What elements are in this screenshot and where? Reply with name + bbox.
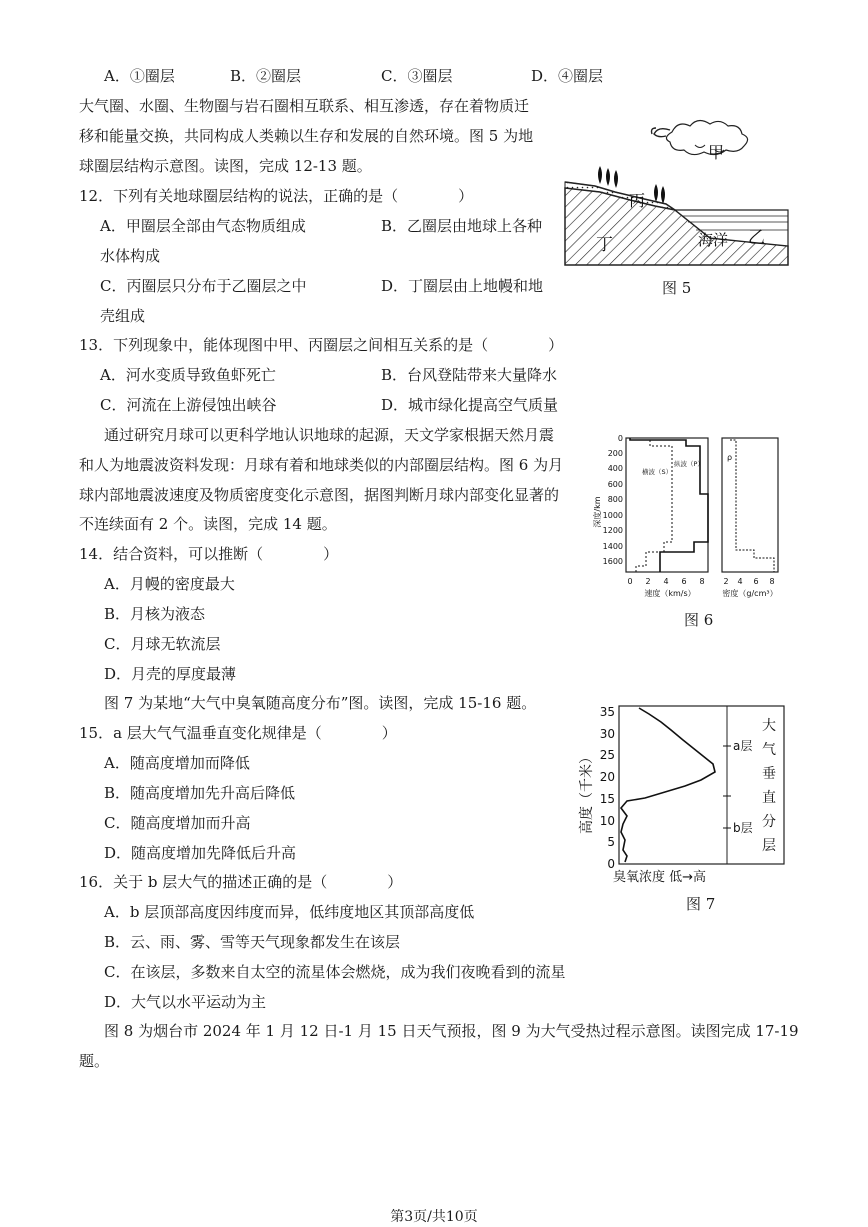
svg-text:600: 600 (607, 480, 623, 489)
intro-12-13-line3: 球圈层结构示意图。读图，完成 12-13 题。 (79, 157, 372, 175)
label-jia: 甲 (708, 143, 725, 162)
q13-stem: 13．下列现象中，能体现图中甲、丙圈层之间相互关系的是（ ） (79, 336, 564, 354)
svg-text:400: 400 (607, 464, 623, 473)
svg-text:1200: 1200 (602, 526, 623, 535)
intro-14-line1: 通过研究月球可以更科学地认识地球的起源，天文学家根据天然月震 (104, 426, 555, 444)
svg-text:30: 30 (599, 727, 615, 741)
q13-option-d: D．城市绿化提高空气质量 (381, 396, 559, 414)
svg-text:4: 4 (737, 577, 743, 586)
q13-option-b: B．台风登陆带来大量降水 (381, 366, 558, 384)
q14-option-b: B．月核为液态 (104, 605, 206, 623)
q11-option-c: C．③圈层 (381, 67, 453, 85)
q12-option-d: D．丁圈层由上地幔和地 (381, 277, 544, 295)
svg-text:25: 25 (599, 748, 615, 762)
svg-text:1600: 1600 (602, 557, 623, 566)
y-axis-ticks (600, 705, 615, 871)
svg-text:10: 10 (599, 814, 615, 828)
intro-17-19-line2: 题。 (79, 1052, 110, 1070)
q12-option-d-cont: 壳组成 (100, 307, 146, 325)
velocity-x-ticks (627, 577, 704, 586)
q16-option-c: C．在该层，多数来自太空的流星体会燃烧，成为我们夜晚看到的流星 (104, 963, 566, 981)
q11-option-b: B．②圈层 (230, 67, 302, 85)
q12-option-a: A．甲圈层全部由气态物质组成 (100, 217, 306, 235)
figure-7-ozone-altitude-chart (575, 700, 790, 888)
y-axis-label: 高度（千米） (579, 750, 595, 834)
label-ding: 丁 (596, 235, 613, 255)
svg-text:直: 直 (762, 790, 776, 806)
svg-text:分: 分 (762, 814, 776, 830)
side-title (762, 717, 776, 854)
svg-text:4: 4 (663, 577, 669, 586)
y-axis-label: 深度/km (593, 496, 602, 528)
figure-6-caption: 图 6 (684, 611, 714, 629)
q11-option-a: A．①圈层 (104, 67, 175, 85)
q13-option-c: C．河流在上游侵蚀出峡谷 (100, 396, 277, 414)
q13-option-a: A．河水变质导致鱼虾死亡 (100, 366, 276, 384)
q15-option-d: D．随高度增加先降低后升高 (104, 844, 297, 862)
intro-14-line4: 不连续面有 2 个。读图，完成 14 题。 (79, 515, 337, 533)
svg-text:15: 15 (599, 792, 615, 806)
q15-option-c: C．随高度增加而升高 (104, 814, 251, 832)
b-layer-label: b层 (733, 821, 753, 835)
q15-option-a: A．随高度增加而降低 (104, 754, 250, 772)
q14-option-d: D．月壳的厚度最薄 (104, 665, 237, 683)
q15-stem: 15．a 层大气气温垂直变化规律是（ ） (79, 724, 397, 742)
q12-option-b-cont: 水体构成 (100, 247, 161, 265)
figure-7-caption: 图 7 (686, 895, 716, 913)
rho-label: ρ (727, 453, 733, 462)
q11-option-d: D．④圈层 (531, 67, 604, 85)
svg-text:2: 2 (723, 577, 729, 586)
svg-text:800: 800 (607, 495, 623, 504)
svg-text:垂: 垂 (762, 766, 776, 782)
svg-text:0: 0 (627, 577, 633, 586)
svg-text:8: 8 (699, 577, 705, 586)
q14-stem: 14．结合资料，可以推断（ ） (79, 545, 339, 563)
label-bing: 丙 (629, 191, 646, 210)
svg-text:1400: 1400 (602, 542, 623, 551)
svg-text:0: 0 (607, 857, 615, 871)
svg-text:6: 6 (681, 577, 687, 586)
q12-option-c: C．丙圈层只分布于乙圈层之中 (100, 277, 307, 295)
svg-text:8: 8 (769, 577, 775, 586)
intro-14-line2: 和人为地震波资料发现：月球有着和地球类似的内部圈层结构。图 6 为月 (79, 456, 564, 474)
q12-stem: 12．下列有关地球圈层结构的说法，正确的是（ ） (79, 187, 474, 205)
q16-option-b: B．云、雨、雾、雪等天气现象都发生在该层 (104, 933, 401, 951)
svg-text:6: 6 (753, 577, 759, 586)
svg-text:气: 气 (762, 742, 776, 758)
q16-option-d: D．大气以水平运动为主 (104, 993, 267, 1011)
intro-14-line3: 球内部地震波速度及物质密度变化示意图，据图判断月球内部变化显著的 (79, 486, 560, 504)
svg-text:200: 200 (607, 449, 623, 458)
q16-option-a: A．b 层顶部高度因纬度而异，低纬度地区其顶部高度低 (104, 903, 475, 921)
s-wave-label: 横波（S） (642, 468, 673, 476)
velocity-x-label: 速度（km/s） (644, 589, 696, 598)
a-layer-label: a层 (733, 739, 753, 753)
q15-option-b: B．随高度增加先升高后降低 (104, 784, 296, 802)
intro-12-13-line2: 移和能量交换，共同构成人类赖以生存和发展的自然环境。图 5 为地 (79, 127, 534, 145)
svg-text:5: 5 (607, 835, 615, 849)
figure-6-moon-seismic-chart (590, 432, 790, 602)
svg-text:35: 35 (599, 705, 615, 719)
intro-15-16: 图 7 为某地“大气中臭氧随高度分布”图。读图，完成 15-16 题。 (104, 694, 537, 712)
page-footer: 第3页/共10页 (390, 1209, 478, 1225)
svg-text:1000: 1000 (602, 511, 623, 520)
intro-17-19-line1: 图 8 为烟台市 2024 年 1 月 12 日-1 月 15 日天气预报，图 9 为大气受热过程示意图。读图完成 17-19 (104, 1022, 799, 1040)
q12-option-b: B．乙圈层由地球上各种 (381, 217, 543, 235)
svg-text:0: 0 (617, 434, 623, 443)
svg-text:20: 20 (599, 770, 615, 784)
q14-option-a: A．月幔的密度最大 (104, 575, 235, 593)
cloud-icon (666, 120, 747, 154)
label-yi: 乙 (748, 228, 765, 248)
figure-5-earth-spheres-diagram (560, 110, 790, 270)
q11-options (0, 66, 868, 86)
svg-text:层: 层 (762, 838, 776, 854)
q14-option-c: C．月球无软流层 (104, 635, 221, 653)
intro-12-13-line1: 大气圈、水圈、生物圈与岩石圈相互联系、相互渗透，存在着物质迁 (79, 97, 530, 115)
figure-5-caption: 图 5 (662, 279, 692, 297)
y-axis-ticks (603, 434, 623, 566)
q16-stem: 16．关于 b 层大气的描述正确的是（ ） (79, 873, 403, 891)
svg-text:大: 大 (762, 718, 776, 734)
label-ocean: 海洋 (698, 231, 729, 249)
density-x-label: 密度（g/cm³） (722, 589, 778, 598)
density-x-ticks (723, 577, 774, 586)
p-wave-label: 纵波（P） (674, 460, 704, 468)
x-axis-label: 臭氧浓度 低→高 (613, 870, 707, 885)
svg-text:2: 2 (645, 577, 651, 586)
